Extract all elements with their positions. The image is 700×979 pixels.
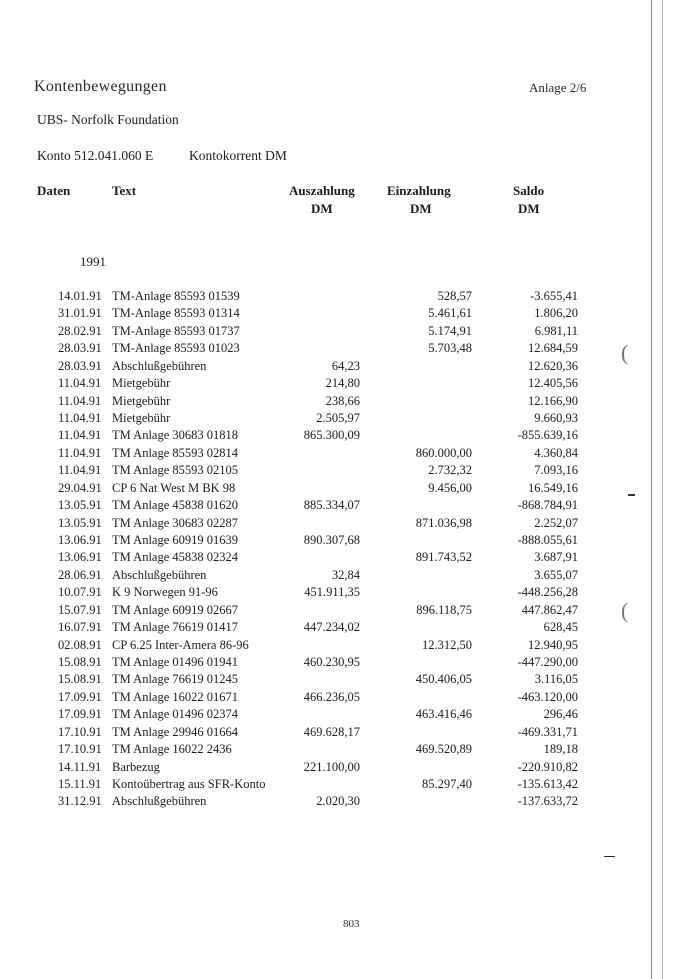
table-row bbox=[0, 725, 700, 743]
row-saldo: -135.613,42 bbox=[517, 777, 578, 792]
scan-dash-mark-lower bbox=[604, 856, 615, 857]
table-row bbox=[0, 760, 700, 778]
row-date: 14.11.91 bbox=[58, 759, 102, 774]
table-row bbox=[0, 690, 700, 708]
table-row bbox=[0, 568, 700, 586]
row-date: 15.11.91 bbox=[58, 777, 102, 792]
table-row bbox=[0, 359, 700, 377]
row-saldo: 16.549,16 bbox=[528, 480, 578, 495]
row-date: 28.03.91 bbox=[58, 358, 102, 373]
row-einzahlung: 469.520,89 bbox=[415, 742, 472, 757]
table-row bbox=[0, 341, 700, 359]
account-number: Konto 512.041.060 E bbox=[37, 148, 154, 163]
table-row bbox=[0, 777, 700, 795]
row-date: 02.08.91 bbox=[58, 637, 102, 652]
row-saldo: 12.166,90 bbox=[528, 393, 578, 408]
row-saldo: 447.862,47 bbox=[521, 602, 578, 617]
scan-dash-mark bbox=[628, 494, 635, 496]
row-text: TM Anlage 29946 01664 bbox=[112, 724, 239, 739]
row-auszahlung: 469.628,17 bbox=[303, 724, 360, 739]
row-saldo: 12.405,56 bbox=[528, 376, 578, 391]
row-text: TM Anlage 60919 01639 bbox=[112, 533, 239, 548]
row-date: 28.02.91 bbox=[58, 323, 102, 338]
row-saldo: -463.120,00 bbox=[517, 689, 578, 704]
row-text: TM Anlage 30683 02287 bbox=[112, 515, 239, 530]
row-auszahlung: 451.911,35 bbox=[304, 585, 360, 600]
row-einzahlung: 896.118,75 bbox=[416, 602, 472, 617]
table-row bbox=[0, 603, 700, 621]
row-date: 28.03.91 bbox=[58, 341, 102, 356]
row-date: 14.01.91 bbox=[58, 289, 102, 303]
row-text: TM Anlage 85593 02814 bbox=[112, 445, 239, 460]
row-saldo: 4.360,84 bbox=[534, 445, 578, 460]
row-einzahlung: 85.297,40 bbox=[422, 777, 472, 792]
row-text: Mietgebühr bbox=[112, 411, 171, 425]
col-header-text: Text bbox=[112, 183, 137, 198]
row-text: TM Anlage 85593 02105 bbox=[112, 463, 239, 478]
col-currency-auszahlung: DM bbox=[311, 201, 333, 216]
row-date: 11.04.91 bbox=[58, 463, 102, 478]
row-text: TM Anlage 60919 02667 bbox=[112, 602, 239, 617]
row-auszahlung: 890.307,68 bbox=[303, 533, 360, 548]
row-text: TM Anlage 01496 02374 bbox=[112, 707, 239, 722]
table-row bbox=[0, 794, 700, 812]
row-text: TM Anlage 76619 01245 bbox=[112, 672, 239, 687]
row-date: 13.05.91 bbox=[58, 498, 102, 513]
row-saldo: 1.806,20 bbox=[534, 306, 578, 321]
row-saldo: -447.290,00 bbox=[517, 655, 578, 670]
row-auszahlung: 238,66 bbox=[325, 393, 360, 408]
table-row bbox=[0, 533, 700, 551]
row-saldo: 6.981,11 bbox=[534, 323, 578, 338]
col-header-date: Daten bbox=[37, 183, 71, 198]
row-saldo: 189,18 bbox=[543, 742, 578, 757]
table-row bbox=[0, 446, 700, 464]
row-date: 11.04.91 bbox=[58, 428, 102, 443]
row-saldo: 7.093,16 bbox=[534, 463, 578, 478]
row-einzahlung: 12.312,50 bbox=[422, 637, 472, 652]
table-row bbox=[0, 550, 700, 568]
row-date: 16.07.91 bbox=[58, 620, 102, 635]
table-row bbox=[0, 411, 700, 429]
row-date: 31.12.91 bbox=[58, 794, 102, 809]
row-date: 17.10.91 bbox=[58, 724, 102, 739]
row-text: Mietgebühr bbox=[112, 393, 171, 408]
table-row bbox=[0, 638, 700, 656]
row-text: TM Anlage 16022 2436 bbox=[112, 742, 232, 757]
row-text: TM-Anlage 85593 01539 bbox=[112, 289, 240, 303]
row-saldo: 628,45 bbox=[543, 620, 578, 635]
anlage-label: Anlage 2/6 bbox=[529, 80, 587, 95]
row-auszahlung: 2.505,97 bbox=[316, 411, 360, 425]
row-saldo: 12.940,95 bbox=[528, 637, 578, 652]
row-text: Barbezug bbox=[112, 759, 160, 774]
row-date: 10.07.91 bbox=[58, 585, 102, 600]
page-title: Kontenbewegungen bbox=[34, 78, 167, 95]
table-row bbox=[0, 306, 700, 324]
row-text: TM Anlage 01496 01941 bbox=[112, 655, 239, 670]
row-auszahlung: 447.234,02 bbox=[303, 620, 360, 635]
row-auszahlung: 460.230,95 bbox=[303, 655, 360, 670]
table-row bbox=[0, 376, 700, 394]
row-text: CP 6 Nat West M BK 98 bbox=[112, 480, 236, 495]
row-date: 17.09.91 bbox=[58, 689, 102, 704]
account-type: Kontokorrent DM bbox=[189, 148, 287, 163]
row-date: 11.04.91 bbox=[58, 445, 102, 460]
row-auszahlung: 885.334,07 bbox=[303, 498, 360, 513]
row-auszahlung: 64,23 bbox=[331, 358, 360, 373]
row-auszahlung: 32,84 bbox=[331, 567, 360, 582]
row-date: 11.04.91 bbox=[58, 376, 102, 391]
row-auszahlung: 221.100,00 bbox=[303, 759, 360, 774]
row-date: 11.04.91 bbox=[58, 393, 102, 408]
table-row bbox=[0, 707, 700, 725]
row-date: 15.08.91 bbox=[58, 672, 102, 687]
row-text: TM Anlage 45838 02324 bbox=[112, 550, 239, 565]
row-saldo: 12.684,59 bbox=[528, 341, 578, 356]
row-text: TM Anlage 45838 01620 bbox=[112, 498, 239, 513]
foundation-name: UBS- Norfolk Foundation bbox=[37, 112, 179, 127]
row-saldo: 296,46 bbox=[543, 707, 578, 722]
row-text: TM-Anlage 85593 01023 bbox=[112, 341, 240, 356]
row-saldo: -448.256,28 bbox=[517, 585, 578, 600]
col-currency-saldo: DM bbox=[518, 201, 540, 216]
table-row bbox=[0, 481, 700, 499]
col-header-saldo: Saldo bbox=[513, 183, 545, 198]
scan-edge-line-outer bbox=[662, 0, 663, 979]
row-date: 17.09.91 bbox=[58, 707, 102, 722]
row-auszahlung: 214,80 bbox=[325, 376, 360, 391]
row-text: CP 6.25 Inter-Amera 86-96 bbox=[112, 637, 249, 652]
row-saldo: 3.116,05 bbox=[534, 672, 578, 687]
col-currency-einzahlung: DM bbox=[410, 201, 432, 216]
table-row bbox=[0, 498, 700, 516]
table-row bbox=[0, 463, 700, 481]
row-text: Kontoübertrag aus SFR-Konto bbox=[112, 777, 266, 792]
row-saldo: 3.655,07 bbox=[534, 567, 578, 582]
row-date: 11.04.91 bbox=[58, 411, 102, 425]
row-einzahlung: 5.461,61 bbox=[428, 306, 472, 321]
table-row bbox=[0, 742, 700, 760]
row-einzahlung: 528,57 bbox=[437, 289, 472, 303]
row-saldo: -469.331,71 bbox=[517, 724, 578, 739]
scan-edge-line bbox=[651, 0, 652, 979]
row-saldo: 2.252,07 bbox=[534, 515, 578, 530]
table-row bbox=[0, 672, 700, 690]
table-row bbox=[0, 324, 700, 342]
page-number: 803 bbox=[343, 918, 360, 930]
table-row bbox=[0, 394, 700, 412]
row-date: 28.06.91 bbox=[58, 567, 102, 582]
row-auszahlung: 865.300,09 bbox=[303, 428, 360, 443]
table-row bbox=[0, 428, 700, 446]
row-date: 17.10.91 bbox=[58, 742, 102, 757]
row-text: K 9 Norwegen 91-96 bbox=[112, 585, 218, 600]
row-date: 15.07.91 bbox=[58, 602, 102, 617]
table-row bbox=[0, 655, 700, 673]
year-label: 1991 bbox=[80, 254, 106, 269]
row-date: 13.06.91 bbox=[58, 533, 102, 548]
row-text: TM-Anlage 85593 01314 bbox=[112, 306, 240, 321]
row-saldo: -868.784,91 bbox=[517, 498, 578, 513]
row-text: TM Anlage 16022 01671 bbox=[112, 689, 239, 704]
row-text: Abschlußgebühren bbox=[112, 358, 207, 373]
row-text: Abschlußgebühren bbox=[112, 794, 207, 809]
row-saldo: 12.620,36 bbox=[528, 358, 578, 373]
col-header-einzahlung: Einzahlung bbox=[387, 183, 451, 198]
row-saldo: -220.910,82 bbox=[517, 759, 578, 774]
scan-hole-mark-lower: ( bbox=[621, 598, 629, 623]
row-date: 15.08.91 bbox=[58, 655, 102, 670]
col-header-auszahlung: Auszahlung bbox=[289, 183, 355, 198]
row-saldo: 9.660,93 bbox=[534, 411, 578, 425]
scan-hole-mark-upper: ( bbox=[621, 340, 629, 365]
row-einzahlung: 860.000,00 bbox=[415, 445, 472, 460]
row-date: 13.05.91 bbox=[58, 515, 102, 530]
table-row bbox=[0, 516, 700, 534]
row-einzahlung: 2.732,32 bbox=[428, 463, 472, 478]
row-saldo: 3.687,91 bbox=[534, 550, 578, 565]
row-text: TM-Anlage 85593 01737 bbox=[112, 323, 240, 338]
row-einzahlung: 5.174,91 bbox=[428, 323, 472, 338]
row-einzahlung: 450.406,05 bbox=[415, 672, 472, 687]
row-einzahlung: 9.456,00 bbox=[428, 480, 472, 495]
row-einzahlung: 463.416,46 bbox=[415, 707, 472, 722]
table-row bbox=[0, 620, 700, 638]
row-date: 29.04.91 bbox=[58, 480, 102, 495]
row-date: 13.06.91 bbox=[58, 550, 102, 565]
row-text: TM Anlage 30683 01818 bbox=[112, 428, 239, 443]
row-einzahlung: 871.036,98 bbox=[415, 515, 472, 530]
row-date: 31.01.91 bbox=[58, 306, 102, 321]
row-saldo: -888.055,61 bbox=[517, 533, 578, 548]
row-einzahlung: 5.703,48 bbox=[428, 341, 472, 356]
row-text: TM Anlage 76619 01417 bbox=[112, 620, 239, 635]
row-auszahlung: 2.020,30 bbox=[316, 794, 360, 809]
row-text: Mietgebühr bbox=[112, 376, 171, 391]
table-row bbox=[0, 585, 700, 603]
row-saldo: -137.633,72 bbox=[517, 794, 578, 809]
row-auszahlung: 466.236,05 bbox=[303, 689, 360, 704]
row-saldo: -855.639,16 bbox=[517, 428, 578, 443]
row-einzahlung: 891.743,52 bbox=[415, 550, 472, 565]
row-saldo: -3.655,41 bbox=[530, 289, 578, 303]
row-text: Abschlußgebühren bbox=[112, 567, 207, 582]
table-row bbox=[0, 289, 700, 307]
